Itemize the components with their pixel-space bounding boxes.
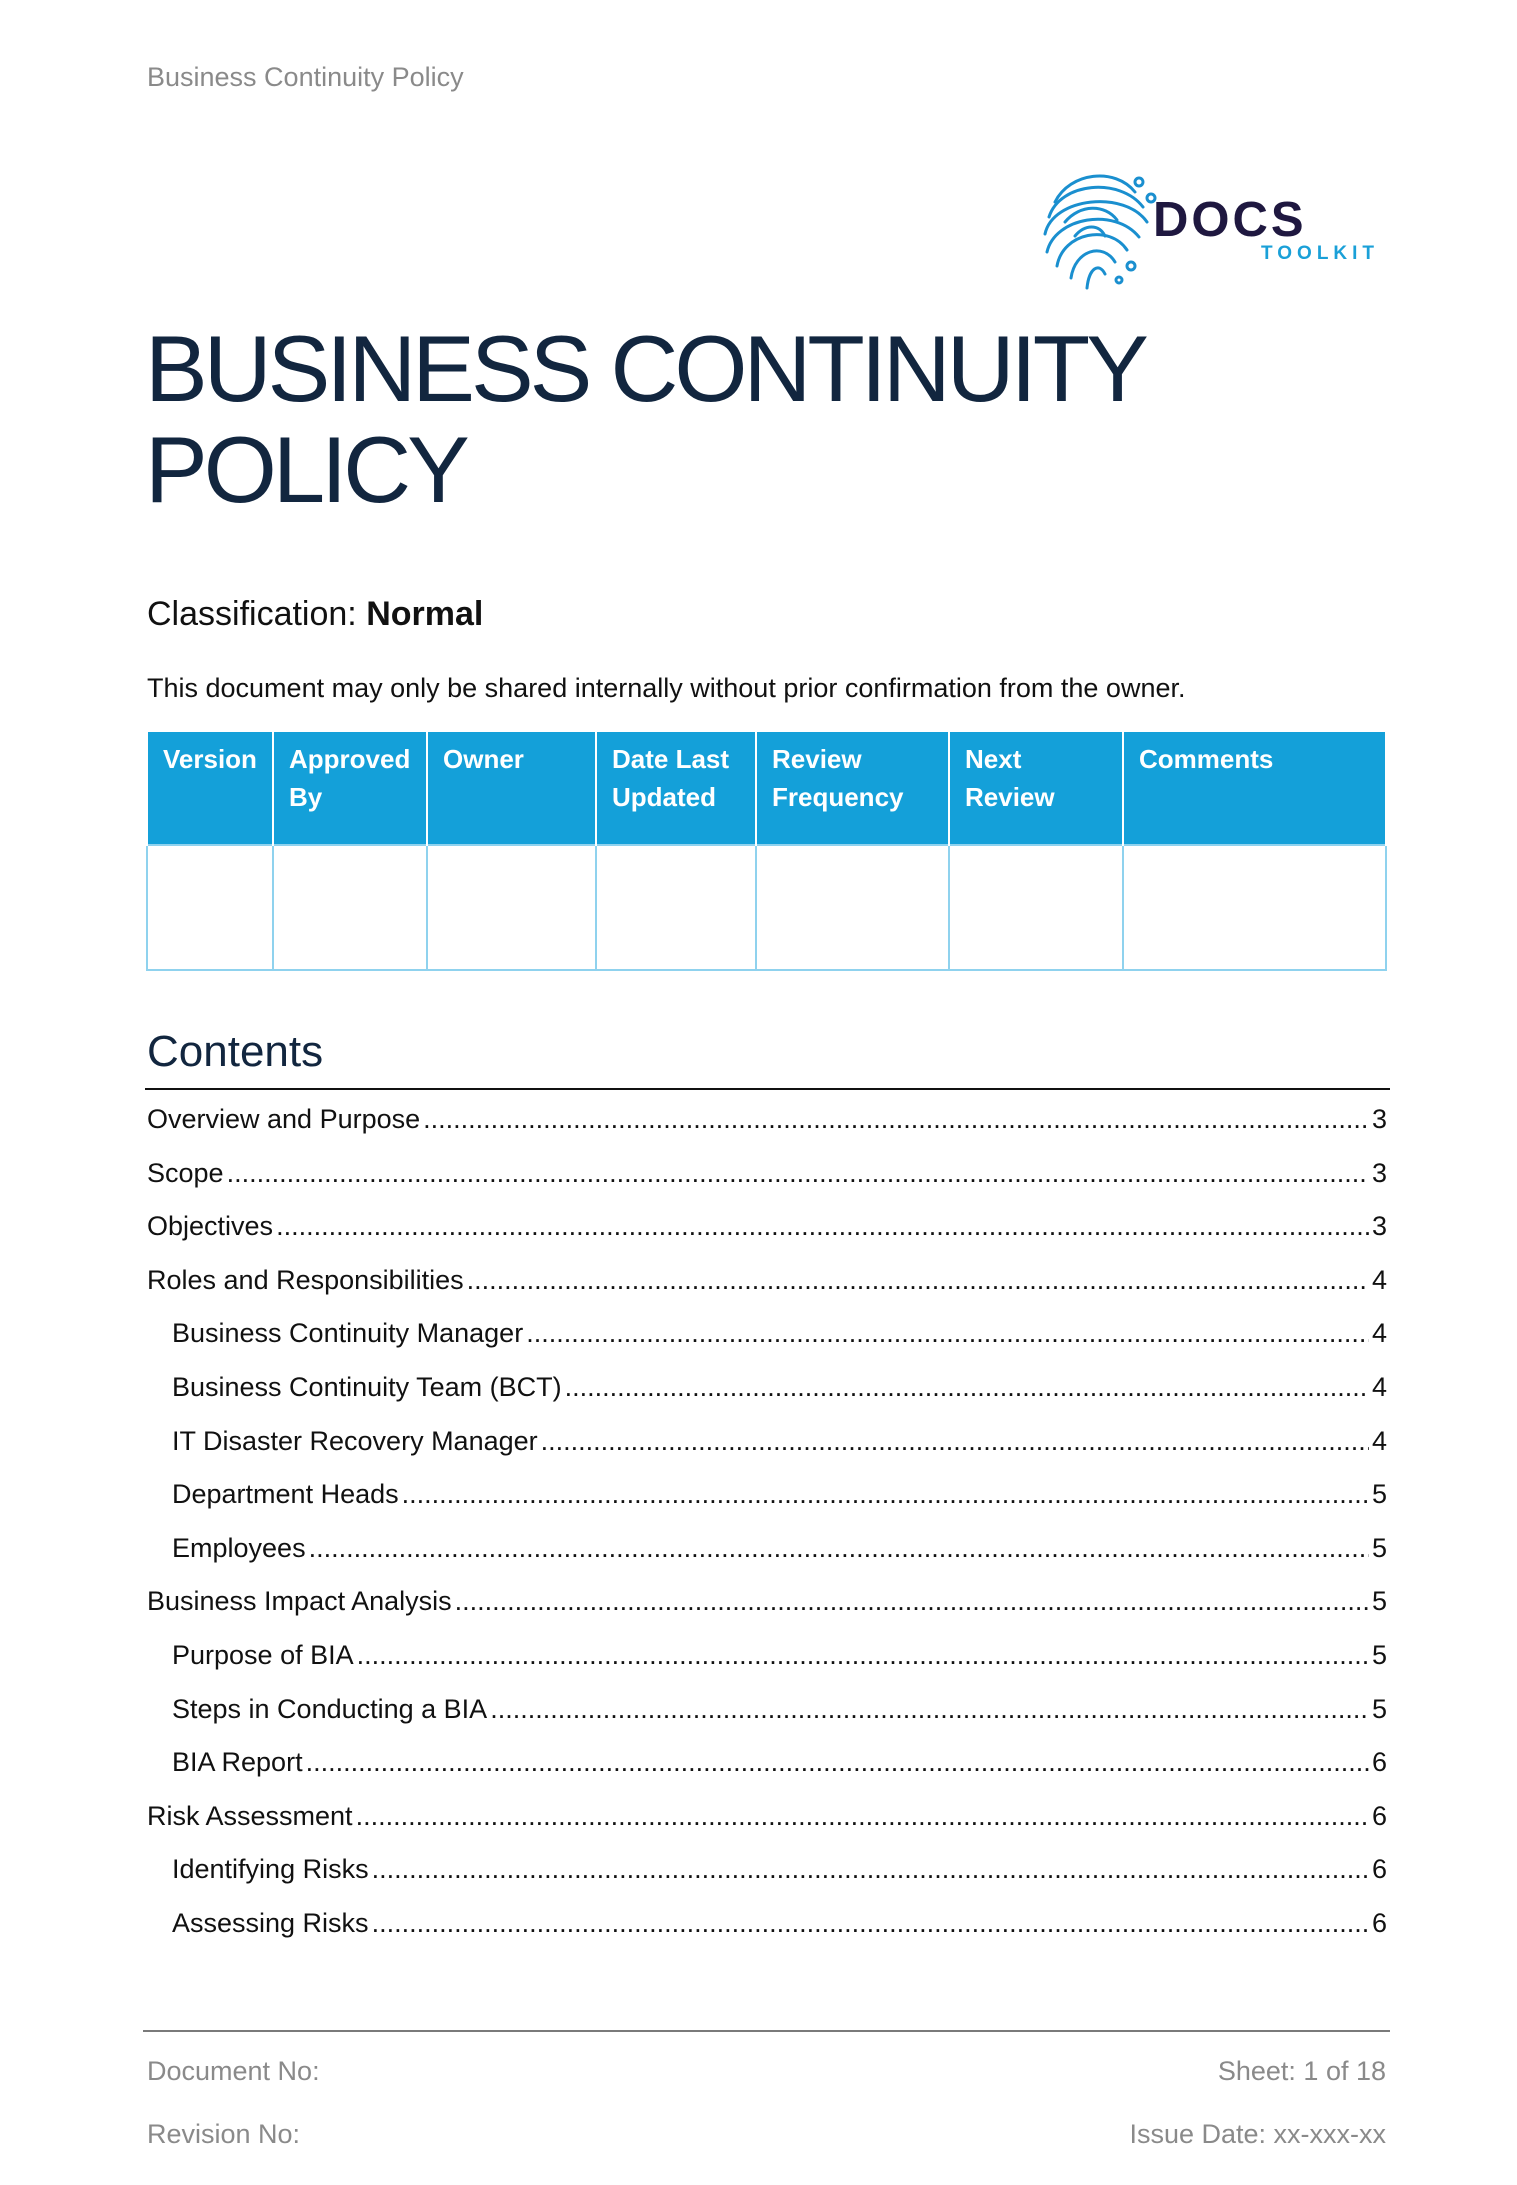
toc-leader-dots bbox=[565, 1366, 1369, 1408]
footer-revision-no: Revision No: bbox=[147, 2119, 301, 2149]
sharing-notice: This document may only be shared internally without prior confirmation from the owner. bbox=[147, 673, 1186, 703]
toc-entry[interactable] bbox=[147, 1795, 1387, 1849]
toc-leader-dots bbox=[455, 1580, 1369, 1622]
cell-version bbox=[147, 845, 273, 970]
fingerprint-heart-icon bbox=[1035, 162, 1165, 297]
toc-entry[interactable] bbox=[147, 1420, 1387, 1474]
header-comments: Comments bbox=[1123, 732, 1386, 845]
toc-entry-label: Roles and Responsibilities bbox=[147, 1264, 464, 1295]
toc-leader-dots bbox=[309, 1527, 1369, 1569]
cell-owner bbox=[427, 845, 596, 970]
toc-entry[interactable] bbox=[147, 1312, 1387, 1366]
toc-entry-page: 6 bbox=[1371, 1747, 1387, 1778]
toc-entry-page: 6 bbox=[1371, 1854, 1387, 1885]
footer-document-no: Document No: bbox=[147, 2056, 320, 2086]
toc-leader-dots bbox=[372, 1902, 1369, 1944]
toc-entry-label: Risk Assessment bbox=[147, 1800, 353, 1831]
classification bbox=[147, 595, 483, 634]
header-date-last-updated: Date Last Updated bbox=[596, 732, 756, 845]
toc-entry-label: Scope bbox=[147, 1157, 224, 1188]
title-line-2: POLICY bbox=[145, 417, 466, 522]
toc-leader-dots bbox=[467, 1259, 1369, 1301]
toc-leader-dots bbox=[372, 1848, 1369, 1890]
toc-entry-label: BIA Report bbox=[172, 1747, 303, 1778]
toc-entry[interactable] bbox=[147, 1580, 1387, 1634]
toc-entry-page: 3 bbox=[1371, 1104, 1387, 1134]
toc-leader-dots bbox=[402, 1473, 1369, 1515]
toc-entry-page: 6 bbox=[1371, 1800, 1387, 1831]
toc-entry-page: 5 bbox=[1371, 1639, 1387, 1670]
classification-value: Normal bbox=[366, 595, 484, 633]
toc-entry-page: 4 bbox=[1371, 1371, 1387, 1402]
toc-leader-dots bbox=[276, 1205, 1369, 1247]
toc-entry-page: 6 bbox=[1371, 1907, 1387, 1938]
document-title bbox=[145, 318, 1245, 520]
toc-entry[interactable] bbox=[147, 1634, 1387, 1688]
cell-next-review bbox=[949, 845, 1123, 970]
toc-entry-page: 5 bbox=[1371, 1532, 1387, 1563]
toc-leader-dots bbox=[227, 1152, 1369, 1194]
cell-comments bbox=[1123, 845, 1386, 970]
toc-leader-dots bbox=[541, 1420, 1369, 1462]
classification-label: Classification: bbox=[147, 595, 367, 633]
toc-entry-label: Business Impact Analysis bbox=[147, 1586, 452, 1617]
logo-brand-text: DOCS bbox=[1153, 193, 1307, 247]
toc-entry[interactable] bbox=[147, 1152, 1387, 1206]
toc-entry[interactable] bbox=[147, 1848, 1387, 1902]
cell-date-last-updated bbox=[596, 845, 756, 970]
toc-leader-dots bbox=[423, 1098, 1369, 1140]
toc-entry-page: 4 bbox=[1371, 1318, 1387, 1349]
title-line-1: BUSINESS CONTINUITY bbox=[145, 316, 1145, 421]
toc-entry[interactable] bbox=[147, 1741, 1387, 1795]
toc-entry-label: Overview and Purpose bbox=[147, 1104, 421, 1134]
toc-entry-label: Employees bbox=[172, 1532, 306, 1563]
cell-approved-by bbox=[273, 845, 427, 970]
toc-entry-page: 3 bbox=[1371, 1157, 1387, 1188]
toc-entry[interactable] bbox=[147, 1902, 1387, 1956]
toc-entry-page: 4 bbox=[1371, 1264, 1387, 1295]
toc-leader-dots bbox=[306, 1741, 1369, 1783]
toc-entry-label: IT Disaster Recovery Manager bbox=[172, 1425, 538, 1456]
toc-entry-page: 5 bbox=[1371, 1586, 1387, 1617]
running-header: Business Continuity Policy bbox=[147, 62, 464, 92]
cell-review-frequency bbox=[756, 845, 949, 970]
logo-sub-text: TOOLKIT bbox=[1261, 243, 1380, 264]
toc-entry[interactable] bbox=[147, 1473, 1387, 1527]
toc-entry-label: Purpose of BIA bbox=[172, 1639, 354, 1670]
contents-divider bbox=[145, 1088, 1390, 1090]
toc-entry-label: Department Heads bbox=[172, 1479, 399, 1510]
toc-entry-label: Assessing Risks bbox=[172, 1907, 369, 1938]
header-approved-by: Approved By bbox=[273, 732, 427, 845]
toc-entry-label: Steps in Conducting a BIA bbox=[172, 1693, 488, 1724]
header-version: Version bbox=[147, 732, 273, 845]
toc-entry-page: 5 bbox=[1371, 1693, 1387, 1724]
toc-entry-page: 5 bbox=[1371, 1479, 1387, 1510]
table-of-contents bbox=[147, 1098, 1387, 1956]
toc-leader-dots bbox=[356, 1795, 1369, 1837]
toc-entry[interactable] bbox=[147, 1205, 1387, 1259]
footer-divider bbox=[143, 2030, 1390, 2032]
toc-entry-label: Business Continuity Team (BCT) bbox=[172, 1371, 562, 1402]
toc-leader-dots bbox=[526, 1312, 1369, 1354]
toc-entry-page: 4 bbox=[1371, 1425, 1387, 1456]
header-review-frequency: Review Frequency bbox=[756, 732, 949, 845]
toc-entry-page: 3 bbox=[1371, 1211, 1387, 1242]
toc-entry-label: Business Continuity Manager bbox=[172, 1318, 524, 1349]
toc-entry-label: Objectives bbox=[147, 1211, 274, 1242]
footer-sheet: Sheet: 1 of 18 bbox=[1217, 2056, 1386, 2086]
toc-entry[interactable] bbox=[147, 1688, 1387, 1742]
toc-leader-dots bbox=[357, 1634, 1369, 1676]
toc-entry[interactable] bbox=[147, 1259, 1387, 1313]
version-table-header-row bbox=[147, 732, 1386, 845]
footer-issue-date: Issue Date: xx-xxx-xx bbox=[1129, 2119, 1386, 2149]
contents-heading: Contents bbox=[147, 1027, 324, 1076]
docs-toolkit-logo bbox=[1035, 162, 1390, 297]
toc-entry[interactable] bbox=[147, 1366, 1387, 1420]
toc-entry[interactable] bbox=[147, 1527, 1387, 1581]
toc-entry-label: Identifying Risks bbox=[172, 1854, 369, 1885]
header-owner: Owner bbox=[427, 732, 596, 845]
toc-entry[interactable] bbox=[147, 1098, 1387, 1152]
toc-leader-dots bbox=[490, 1688, 1369, 1730]
table-row bbox=[147, 845, 1386, 970]
version-control-table bbox=[146, 732, 1387, 971]
header-next-review: Next Review bbox=[949, 732, 1123, 845]
